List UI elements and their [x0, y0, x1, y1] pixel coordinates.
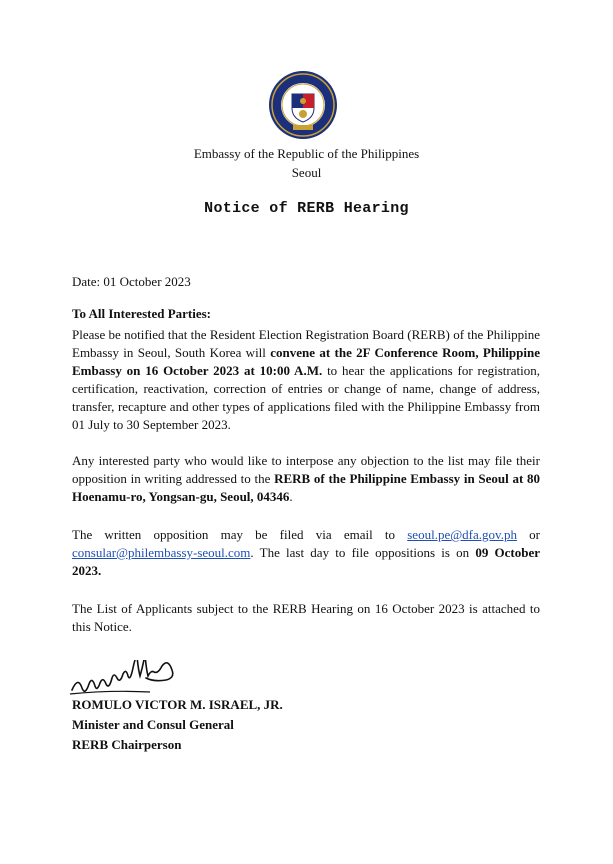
rerb-address: RERB of the Philippine Embassy in Seoul at 80 Hoenamu-ro, Yongsan-gu, Seoul, 04346: [72, 471, 541, 504]
hearing-details: convene at the 2F Conference Room, Philippine Embassy on 16 October 2023 at 10:00 A.M.: [72, 345, 540, 378]
paragraph-hearing: Please be notified that the Resident Election Registration Board (RERB) of the Philippine Embassy in Seoul, South Korea will convene at the 2F Conference Room, Philippine Embassy on 16 October 2023 at 10:00 A.M. to hear the applications for registration, certification, reactivation, correction of entries or change of name, change of address, transfer, recapture and other types of applications filed with the Philippine Embassy from 01 July to 30 September 2023.: [72, 327, 540, 432]
email-link-seoul-pe[interactable]: seoul.pe@dfa.gov.ph: [407, 527, 517, 542]
paragraph-attachment: The List of Applicants subject to the RERB Hearing on 16 October 2023 is attached to this Notice.: [72, 601, 540, 634]
notice-date: Date: 01 October 2023: [72, 274, 191, 289]
paragraph-opposition: Any interested party who would like to interpose any objection to the list may file their opposition in writing addressed to the RERB of the Philippine Embassy in Seoul at 80 Hoenamu-ro, Yongsan-gu, Seoul, 04346.: [72, 453, 541, 504]
email-link-consular[interactable]: consular@philembassy-seoul.com: [72, 545, 251, 560]
embassy-seal-icon: [268, 70, 338, 140]
signatory-name: ROMULO VICTOR M. ISRAEL, JR.: [72, 697, 283, 712]
notice-title: Notice of RERB Hearing: [204, 200, 409, 217]
paragraph-email: The written opposition may be filed via email to seoul.pe@dfa.gov.ph or consular@philembassy-seoul.com. The last day to file oppositions is on 09 October 2023.: [72, 527, 541, 578]
embassy-city: Seoul: [291, 165, 322, 180]
embassy-name: Embassy of the Republic of the Philippines: [193, 146, 420, 161]
signatory-position: Minister and Consul General: [72, 717, 234, 732]
signatory-block: [72, 695, 283, 755]
deadline-date: 09 October 2023.: [72, 545, 541, 578]
signatory-role: RERB Chairperson: [72, 737, 182, 752]
salutation: To All Interested Parties:: [72, 306, 212, 321]
